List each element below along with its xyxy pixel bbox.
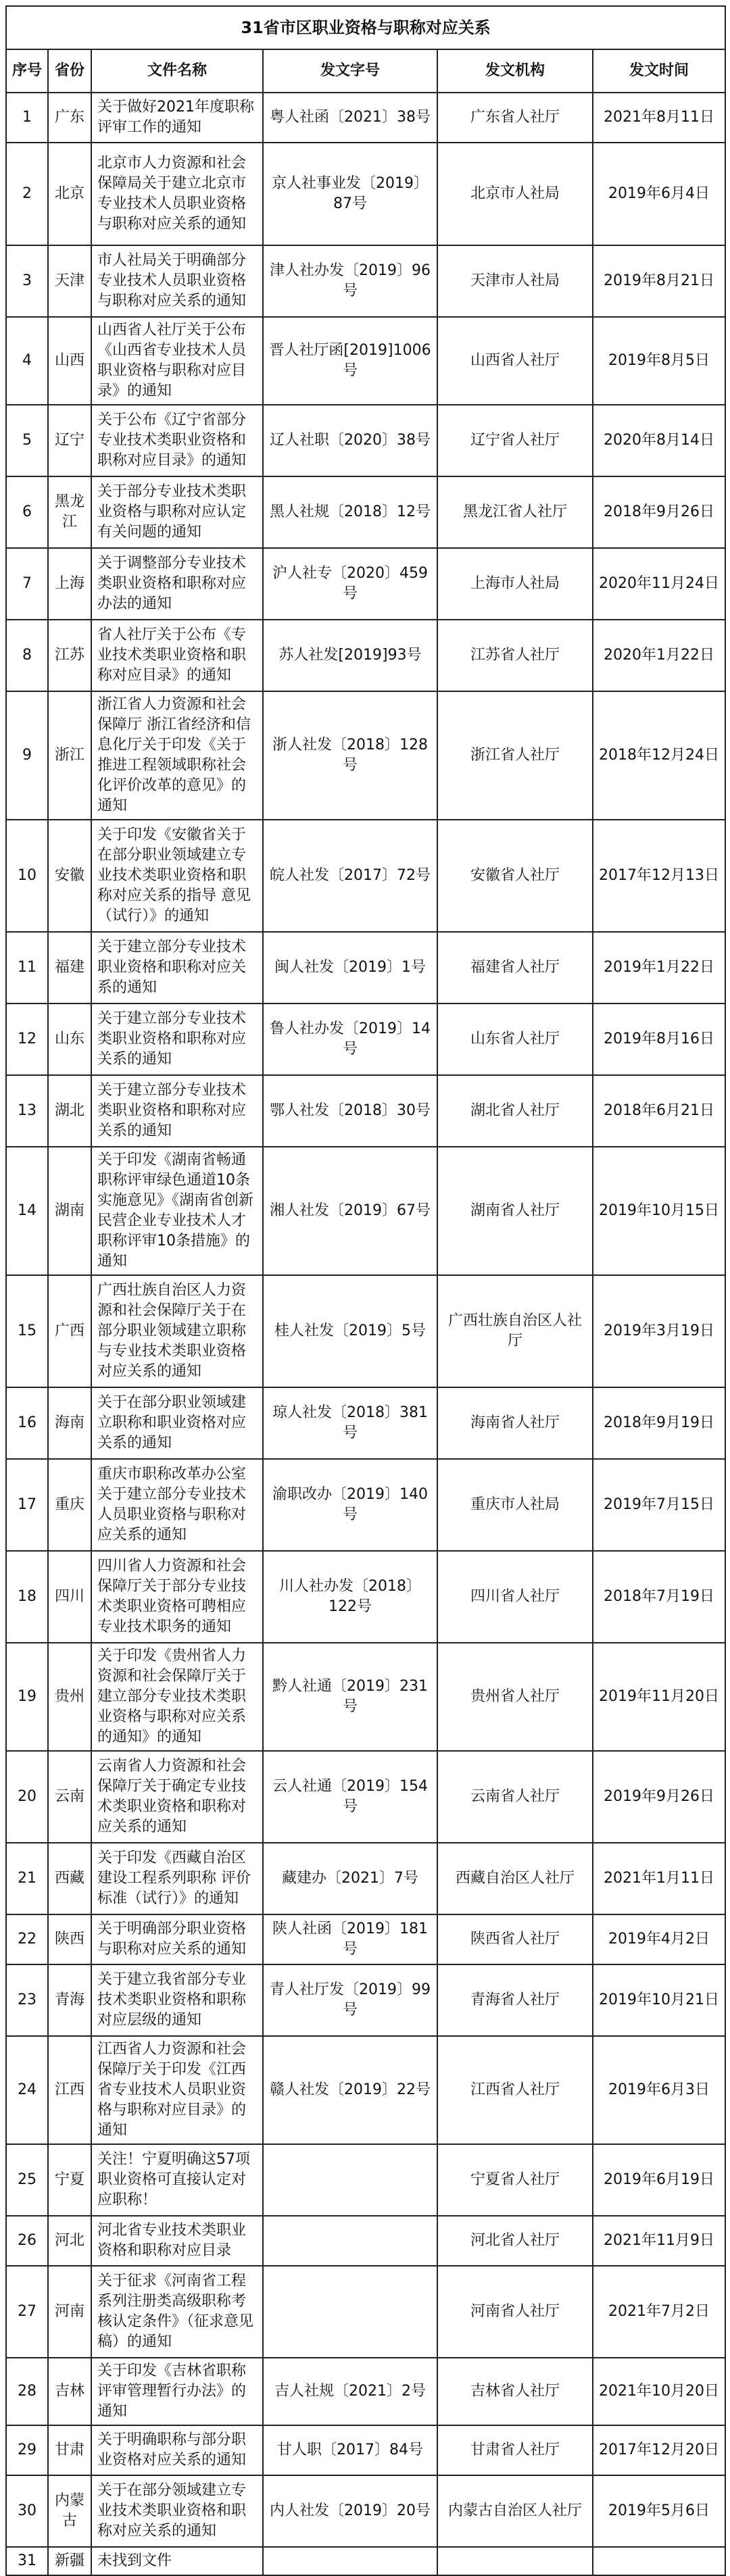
cell-province: 北京 xyxy=(48,143,91,245)
table-row xyxy=(6,1751,725,1843)
cell-issuing-agency: 北京市人社局 xyxy=(437,143,593,245)
cell-issue-date: 2019年1月22日 xyxy=(593,932,725,1004)
cell-file-name: 关于建立部分专业技术职业资格和职称对应关系的通知 xyxy=(91,932,263,1004)
cell-document-number: 京人社事业发〔2019〕87号 xyxy=(263,143,437,245)
cell-file-name: 关注！宁夏明确这57项职业资格可直接认定对应职称！ xyxy=(91,2144,263,2216)
cell-document-number: 晋人社厅函[2019]1006号 xyxy=(263,317,437,405)
cell-issuing-agency: 河南省人社厅 xyxy=(437,2266,593,2358)
cell-number: 17 xyxy=(6,1459,48,1551)
cell-issue-date: 2019年6月3日 xyxy=(593,2036,725,2144)
table-row xyxy=(6,2216,725,2266)
cell-document-number: 青人社厅发〔2019〕99号 xyxy=(263,1964,437,2036)
cell-document-number: 云人社通〔2019〕154号 xyxy=(263,1751,437,1843)
cell-issue-date: 2019年8月16日 xyxy=(593,1004,725,1075)
cell-document-number xyxy=(263,2144,437,2216)
cell-issuing-agency: 青海省人社厅 xyxy=(437,1964,593,2036)
table-row xyxy=(6,1147,725,1275)
table-row xyxy=(6,548,725,620)
table-row xyxy=(6,1275,725,1387)
table-row xyxy=(6,620,725,691)
table-row xyxy=(6,2547,725,2575)
cell-number: 22 xyxy=(6,1914,48,1964)
cell-issue-date: 2017年12月13日 xyxy=(593,820,725,932)
cell-province: 广东 xyxy=(48,93,91,143)
cell-number: 10 xyxy=(6,820,48,932)
header-file-name: 文件名称 xyxy=(91,49,263,93)
cell-issue-date: 2019年3月19日 xyxy=(593,1275,725,1387)
cell-issue-date: 2019年6月4日 xyxy=(593,143,725,245)
cell-document-number: 琼人社发〔2018〕381号 xyxy=(263,1387,437,1459)
table-row xyxy=(6,2144,725,2216)
cell-number: 2 xyxy=(6,143,48,245)
cell-document-number: 内人社发〔2019〕20号 xyxy=(263,2475,437,2547)
cell-issuing-agency: 湖北省人社厅 xyxy=(437,1075,593,1147)
cell-issuing-agency: 天津市人社局 xyxy=(437,245,593,317)
cell-province: 甘肃 xyxy=(48,2425,91,2475)
cell-issue-date: 2019年6月19日 xyxy=(593,2144,725,2216)
cell-issue-date: 2021年1月11日 xyxy=(593,1843,725,1914)
cell-number: 25 xyxy=(6,2144,48,2216)
cell-issue-date: 2019年7月15日 xyxy=(593,1459,725,1551)
cell-province: 安徽 xyxy=(48,820,91,932)
cell-issuing-agency: 海南省人社厅 xyxy=(437,1387,593,1459)
header-document-number: 发文字号 xyxy=(263,49,437,93)
table-row xyxy=(6,93,725,143)
cell-issuing-agency: 甘肃省人社厅 xyxy=(437,2425,593,2475)
cell-number: 11 xyxy=(6,932,48,1004)
cell-file-name: 关于印发《安徽省关于在部分职业领域建立专业技术类职业资格和职称对应关系的指导 意见（试行）》的通知 xyxy=(91,820,263,932)
cell-province: 河北 xyxy=(48,2216,91,2266)
cell-file-name: 关于建立部分专业技术类职业资格和职称对应关系的通知 xyxy=(91,1004,263,1075)
table-row xyxy=(6,245,725,317)
cell-province: 辽宁 xyxy=(48,405,91,476)
cell-issuing-agency: 安徽省人社厅 xyxy=(437,820,593,932)
cell-issuing-agency: 四川省人社厅 xyxy=(437,1551,593,1643)
cell-file-name: 关于印发《吉林省职称评审管理暂行办法》的通知 xyxy=(91,2358,263,2425)
cell-issue-date: 2018年9月26日 xyxy=(593,476,725,548)
table-row xyxy=(6,405,725,476)
cell-number: 29 xyxy=(6,2425,48,2475)
cell-number: 8 xyxy=(6,620,48,691)
cell-province: 青海 xyxy=(48,1964,91,2036)
cell-issuing-agency: 广东省人社厅 xyxy=(437,93,593,143)
cell-file-name: 关于印发《湖南省畅通职称评审绿色通道10条实施意见》《湖南省创新民营企业专业技术人才职称评审10条措施》的通知 xyxy=(91,1147,263,1275)
cell-issue-date xyxy=(593,2547,725,2575)
cell-document-number: 鲁人社办发〔2019〕14号 xyxy=(263,1004,437,1075)
cell-province: 海南 xyxy=(48,1387,91,1459)
cell-file-name: 关于明确职称与部分职业资格对应关系的通知 xyxy=(91,2425,263,2475)
cell-number: 3 xyxy=(6,245,48,317)
cell-issue-date: 2019年10月15日 xyxy=(593,1147,725,1275)
cell-province: 浙江 xyxy=(48,691,91,820)
cell-document-number: 黔人社通〔2019〕231号 xyxy=(263,1643,437,1751)
table-row xyxy=(6,1843,725,1914)
cell-issue-date: 2021年10月20日 xyxy=(593,2358,725,2425)
policy-table xyxy=(5,5,726,2576)
cell-province: 山东 xyxy=(48,1004,91,1075)
cell-number: 1 xyxy=(6,93,48,143)
cell-document-number xyxy=(263,2216,437,2266)
table-row xyxy=(6,476,725,548)
cell-issuing-agency: 重庆市人社局 xyxy=(437,1459,593,1551)
cell-issue-date: 2021年7月2日 xyxy=(593,2266,725,2358)
cell-number: 9 xyxy=(6,691,48,820)
document-table-wrapper xyxy=(5,5,725,2576)
cell-number: 30 xyxy=(6,2475,48,2547)
cell-file-name: 北京市人力资源和社会保障局关于建立北京市专业技术人员职业资格与职称对应关系的通知 xyxy=(91,143,263,245)
cell-province: 陕西 xyxy=(48,1914,91,1964)
cell-issue-date: 2020年11月24日 xyxy=(593,548,725,620)
cell-document-number: 陕人社函〔2019〕181号 xyxy=(263,1914,437,1964)
cell-province: 上海 xyxy=(48,548,91,620)
table-row xyxy=(6,1387,725,1459)
cell-file-name: 关于调整部分专业技术类职业资格和职称对应办法的通知 xyxy=(91,548,263,620)
table-row xyxy=(6,1004,725,1075)
cell-file-name: 关于在部分职业领域建立职称和职业资格对应关系的通知 xyxy=(91,1387,263,1459)
cell-file-name: 关于公布《辽宁省部分专业技术类职业资格和职称对应目录》的通知 xyxy=(91,405,263,476)
table-row xyxy=(6,1551,725,1643)
cell-number: 15 xyxy=(6,1275,48,1387)
cell-issuing-agency: 黑龙江省人社厅 xyxy=(437,476,593,548)
cell-issue-date: 2019年8月21日 xyxy=(593,245,725,317)
cell-file-name: 关于印发《贵州省人力资源和社会保障厅关于建立部分专业技术类职业资格与职称对应关系的通知》的通知 xyxy=(91,1643,263,1751)
cell-number: 14 xyxy=(6,1147,48,1275)
cell-document-number: 皖人社发〔2017〕72号 xyxy=(263,820,437,932)
cell-province: 西藏 xyxy=(48,1843,91,1914)
cell-issue-date: 2018年12月24日 xyxy=(593,691,725,820)
cell-province: 黑龙江 xyxy=(48,476,91,548)
cell-province: 宁夏 xyxy=(48,2144,91,2216)
cell-issuing-agency: 上海市人社局 xyxy=(437,548,593,620)
cell-document-number: 沪人社专〔2020〕459号 xyxy=(263,548,437,620)
cell-document-number xyxy=(263,2266,437,2358)
cell-issuing-agency: 山西省人社厅 xyxy=(437,317,593,405)
cell-file-name: 关于征求《河南省工程系列注册类高级职称考核认定条件》（征求意见稿）的通知 xyxy=(91,2266,263,2358)
cell-file-name: 浙江省人力资源和社会保障厅 浙江省经济和信息化厅关于印发《关于推进工程领域职称社会化评价改革的意见》的通知 xyxy=(91,691,263,820)
cell-number: 16 xyxy=(6,1387,48,1459)
cell-number: 31 xyxy=(6,2547,48,2575)
cell-province: 福建 xyxy=(48,932,91,1004)
cell-file-name: 未找到文件 xyxy=(91,2547,263,2575)
cell-number: 18 xyxy=(6,1551,48,1643)
cell-issuing-agency: 湖南省人社厅 xyxy=(437,1147,593,1275)
cell-issue-date: 2019年8月5日 xyxy=(593,317,725,405)
cell-issuing-agency: 浙江省人社厅 xyxy=(437,691,593,820)
table-row xyxy=(6,1914,725,1964)
cell-issue-date: 2018年7月19日 xyxy=(593,1551,725,1643)
cell-document-number: 藏建办〔2021〕7号 xyxy=(263,1843,437,1914)
cell-document-number: 黑人社规〔2018〕12号 xyxy=(263,476,437,548)
cell-number: 5 xyxy=(6,405,48,476)
table-row xyxy=(6,1643,725,1751)
cell-number: 6 xyxy=(6,476,48,548)
table-row xyxy=(6,1459,725,1551)
cell-province: 湖北 xyxy=(48,1075,91,1147)
table-row xyxy=(6,2036,725,2144)
cell-issuing-agency: 云南省人社厅 xyxy=(437,1751,593,1843)
table-row xyxy=(6,2425,725,2475)
cell-issuing-agency: 西藏自治区人社厅 xyxy=(437,1843,593,1914)
cell-number: 13 xyxy=(6,1075,48,1147)
cell-number: 7 xyxy=(6,548,48,620)
cell-issue-date: 2017年12月20日 xyxy=(593,2425,725,2475)
table-header-row xyxy=(6,49,725,93)
cell-issue-date: 2021年8月11日 xyxy=(593,93,725,143)
cell-province: 湖南 xyxy=(48,1147,91,1275)
cell-number: 19 xyxy=(6,1643,48,1751)
cell-file-name: 省人社厅关于公布《专业技术类职业资格和职称对应目录》的通知 xyxy=(91,620,263,691)
cell-issuing-agency: 辽宁省人社厅 xyxy=(437,405,593,476)
cell-document-number: 桂人社发〔2019〕5号 xyxy=(263,1275,437,1387)
cell-file-name: 云南省人力资源和社会保障厅关于确定专业技术类职业资格和职称对应关系的通知 xyxy=(91,1751,263,1843)
cell-file-name: 关于部分专业技术类职业资格与职称对应认定有关问题的通知 xyxy=(91,476,263,548)
cell-province: 江苏 xyxy=(48,620,91,691)
cell-file-name: 广西壮族自治区人力资源和社会保障厅关于在部分职业领域建立职称与专业技术类职业资格对应关系的通知 xyxy=(91,1275,263,1387)
cell-document-number: 闽人社发〔2019〕1号 xyxy=(263,932,437,1004)
cell-document-number: 浙人社发〔2018〕128号 xyxy=(263,691,437,820)
cell-number: 28 xyxy=(6,2358,48,2425)
cell-issuing-agency: 广西壮族自治区人社厅 xyxy=(437,1275,593,1387)
cell-province: 云南 xyxy=(48,1751,91,1843)
table-row xyxy=(6,1075,725,1147)
cell-file-name: 关于印发《西藏自治区建设工程系列职称 评价标准（试行）》的通知 xyxy=(91,1843,263,1914)
cell-province: 内蒙古 xyxy=(48,2475,91,2547)
cell-file-name: 重庆市职称改革办公室关于建立部分专业技术人员职业资格与职称对应关系的通知 xyxy=(91,1459,263,1551)
cell-file-name: 江西省人力资源和社会保障厅关于印发《江西省专业技术人员职业资格与职称对应目录》的通知 xyxy=(91,2036,263,2144)
cell-document-number: 鄂人社发〔2018〕30号 xyxy=(263,1075,437,1147)
cell-number: 26 xyxy=(6,2216,48,2266)
cell-issuing-agency: 福建省人社厅 xyxy=(437,932,593,1004)
cell-number: 12 xyxy=(6,1004,48,1075)
cell-file-name: 关于明确部分职业资格与职称对应关系的通知 xyxy=(91,1914,263,1964)
cell-issue-date: 2019年4月2日 xyxy=(593,1914,725,1964)
table-row xyxy=(6,691,725,820)
cell-issuing-agency: 吉林省人社厅 xyxy=(437,2358,593,2425)
cell-number: 4 xyxy=(6,317,48,405)
cell-issuing-agency xyxy=(437,2547,593,2575)
table-row xyxy=(6,1964,725,2036)
cell-issue-date: 2020年8月14日 xyxy=(593,405,725,476)
cell-file-name: 关于做好2021年度职称评审工作的通知 xyxy=(91,93,263,143)
cell-document-number: 甘人职〔2017〕84号 xyxy=(263,2425,437,2475)
cell-issuing-agency: 河北省人社厅 xyxy=(437,2216,593,2266)
cell-province: 吉林 xyxy=(48,2358,91,2425)
table-row xyxy=(6,317,725,405)
cell-issuing-agency: 山东省人社厅 xyxy=(437,1004,593,1075)
table-body xyxy=(6,93,725,2575)
cell-file-name: 四川省人力资源和社会保障厅关于部分专业技术类职业资格可聘相应专业技术职务的通知 xyxy=(91,1551,263,1643)
cell-issue-date: 2018年6月21日 xyxy=(593,1075,725,1147)
cell-document-number: 川人社办发〔2018〕122号 xyxy=(263,1551,437,1643)
cell-document-number: 渝职改办〔2019〕140号 xyxy=(263,1459,437,1551)
table-row xyxy=(6,2266,725,2358)
cell-number: 21 xyxy=(6,1843,48,1914)
header-issuing-agency: 发文机构 xyxy=(437,49,593,93)
cell-document-number: 粤人社函〔2021〕38号 xyxy=(263,93,437,143)
cell-province: 贵州 xyxy=(48,1643,91,1751)
cell-province: 河南 xyxy=(48,2266,91,2358)
cell-issue-date: 2019年11月20日 xyxy=(593,1643,725,1751)
cell-province: 新疆 xyxy=(48,2547,91,2575)
cell-document-number xyxy=(263,2547,437,2575)
cell-province: 重庆 xyxy=(48,1459,91,1551)
cell-document-number: 赣人社发〔2019〕22号 xyxy=(263,2036,437,2144)
table-title: 31省市区职业资格与职称对应关系 xyxy=(6,6,725,49)
cell-file-name: 关于在部分领域建立专业技术类职业资格和职称对应关系的通知 xyxy=(91,2475,263,2547)
cell-issue-date: 2018年9月19日 xyxy=(593,1387,725,1459)
cell-province: 江西 xyxy=(48,2036,91,2144)
header-province: 省份 xyxy=(48,49,91,93)
table-row xyxy=(6,143,725,245)
cell-province: 山西 xyxy=(48,317,91,405)
cell-number: 23 xyxy=(6,1964,48,2036)
header-issue-date: 发文时间 xyxy=(593,49,725,93)
cell-issuing-agency: 江苏省人社厅 xyxy=(437,620,593,691)
cell-issuing-agency: 贵州省人社厅 xyxy=(437,1643,593,1751)
cell-file-name: 山西省人社厅关于公布《山西省专业技术人员职业资格与职称对应目录》的通知 xyxy=(91,317,263,405)
cell-number: 20 xyxy=(6,1751,48,1843)
cell-province: 天津 xyxy=(48,245,91,317)
cell-issuing-agency: 江西省人社厅 xyxy=(437,2036,593,2144)
cell-file-name: 关于建立我省部分专业技术类职业资格和职称对应层级的通知 xyxy=(91,1964,263,2036)
cell-issue-date: 2021年11月9日 xyxy=(593,2216,725,2266)
cell-issuing-agency: 宁夏省人社厅 xyxy=(437,2144,593,2216)
header-number: 序号 xyxy=(6,49,48,93)
cell-issuing-agency: 陕西省人社厅 xyxy=(437,1914,593,1964)
cell-document-number: 辽人社职〔2020〕38号 xyxy=(263,405,437,476)
cell-province: 四川 xyxy=(48,1551,91,1643)
cell-file-name: 关于建立部分专业技术类职业资格和职称对应关系的通知 xyxy=(91,1075,263,1147)
table-row xyxy=(6,932,725,1004)
table-row xyxy=(6,2358,725,2425)
cell-file-name: 市人社局关于明确部分专业技术人员职业资格与职称对应关系的通知 xyxy=(91,245,263,317)
cell-document-number: 湘人社发〔2019〕67号 xyxy=(263,1147,437,1275)
cell-issue-date: 2019年9月26日 xyxy=(593,1751,725,1843)
table-row xyxy=(6,820,725,932)
cell-document-number: 津人社办发〔2019〕96号 xyxy=(263,245,437,317)
cell-number: 24 xyxy=(6,2036,48,2144)
cell-issue-date: 2019年10月21日 xyxy=(593,1964,725,2036)
cell-file-name: 河北省专业技术类职业资格和职称对应目录 xyxy=(91,2216,263,2266)
cell-issue-date: 2020年1月22日 xyxy=(593,620,725,691)
table-title-row xyxy=(6,6,725,49)
cell-number: 27 xyxy=(6,2266,48,2358)
cell-issue-date: 2019年5月6日 xyxy=(593,2475,725,2547)
cell-issuing-agency: 内蒙古自治区人社厅 xyxy=(437,2475,593,2547)
cell-document-number: 吉人社规〔2021〕2号 xyxy=(263,2358,437,2425)
cell-province: 广西 xyxy=(48,1275,91,1387)
table-row xyxy=(6,2475,725,2547)
cell-document-number: 苏人社发[2019]93号 xyxy=(263,620,437,691)
